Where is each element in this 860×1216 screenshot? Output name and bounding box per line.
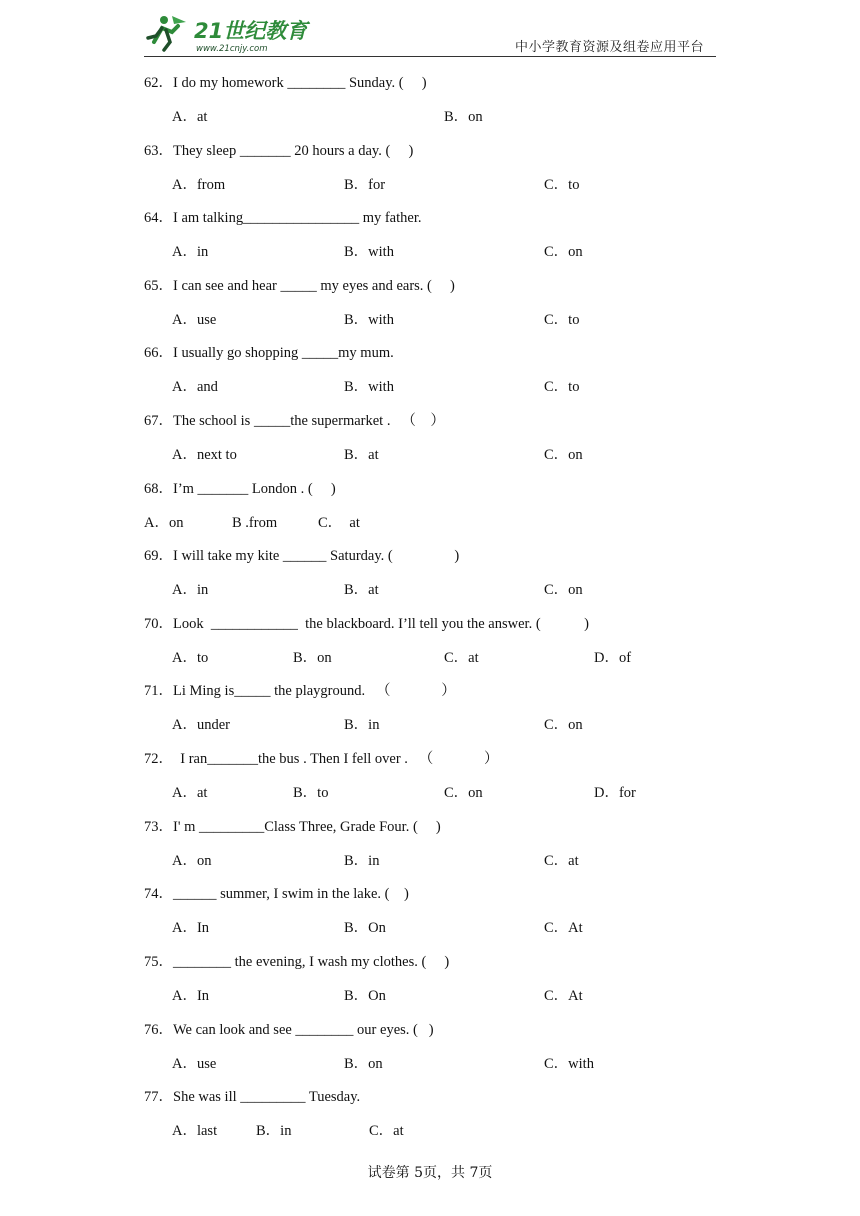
question-stem: 63．They sleep _______ 20 hours a day. ( ) — [144, 143, 414, 159]
answer-option: B．for — [344, 177, 386, 193]
answer-option: B．on — [344, 1056, 383, 1072]
answer-option: C．on — [544, 244, 583, 260]
question-stem: 67．The school is _____the supermarket . （ ） — [144, 413, 445, 429]
answer-option: B .from — [232, 515, 278, 531]
logo-21cnjy — [144, 12, 314, 54]
question-stem: 69．I will take my kite ______ Saturday. ( ) — [144, 548, 460, 564]
answer-option: B．at — [344, 447, 379, 463]
answer-option: B．On — [344, 920, 386, 936]
answer-option: A．last — [172, 1123, 218, 1139]
answer-option: D．of — [594, 650, 632, 666]
answer-option: B．in — [256, 1123, 292, 1139]
platform-name: 中小学教育资源及组卷应用平台 — [514, 40, 704, 55]
answer-option: A．at — [172, 109, 208, 125]
question-stem: 74．______ summer, I swim in the lake. ( ) — [144, 886, 409, 902]
answer-option: C．with — [544, 1056, 594, 1072]
answer-option: A．in — [172, 582, 209, 598]
answer-option: B．in — [344, 717, 380, 733]
logo-url: www.21cnjy.com — [196, 44, 268, 54]
question-stem: 72． I ran_______the bus . Then I fell over . （ ） — [144, 751, 499, 767]
answer-option: C．at — [444, 650, 479, 666]
answer-option: A．under — [172, 717, 230, 733]
question-stem: 64．I am talking________________ my father. — [144, 210, 422, 226]
answer-option: A．In — [172, 920, 210, 936]
answer-option: A．on — [144, 515, 184, 531]
answer-option: C．At — [544, 988, 583, 1004]
answer-option: B．with — [344, 244, 394, 260]
question-stem: 73．I' m _________Class Three, Grade Four. ( ) — [144, 819, 441, 835]
answer-option: A．use — [172, 312, 217, 328]
question-stem: 71．Li Ming is_____ the playground. （ ） — [144, 683, 456, 699]
question-stem: 70．Look ____________ the blackboard. I’ll tell you the answer. ( ) — [144, 616, 589, 632]
answer-option: B．on — [444, 109, 483, 125]
answer-option: B．with — [344, 379, 394, 395]
answer-option: C．on — [444, 785, 483, 801]
answer-option: B．on — [293, 650, 332, 666]
runner-icon — [148, 16, 186, 50]
answer-option: C．at — [544, 853, 579, 869]
answer-option: A．in — [172, 244, 209, 260]
answer-option: A．from — [172, 177, 226, 193]
question-stem: 75．________ the evening, I wash my clothes. ( ) — [144, 954, 450, 970]
answer-option: C．to — [544, 379, 580, 395]
answer-option: C．on — [544, 582, 583, 598]
answer-option: A．and — [172, 379, 218, 395]
answer-option: C．on — [544, 447, 583, 463]
answer-option: C．At — [544, 920, 583, 936]
page-footer: 试卷第 5页，共 7页 — [367, 1165, 493, 1181]
question-stem: 66．I usually go shopping _____my mum. — [144, 345, 394, 361]
question-stem: 68．I’m _______ London . ( ) — [144, 481, 336, 497]
answer-option: C．to — [544, 312, 580, 328]
answer-option: B．in — [344, 853, 380, 869]
question-stem: 65．I can see and hear _____ my eyes and ears. ( ) — [144, 278, 455, 294]
question-stem: 77．She was ill _________ Tuesday. — [144, 1089, 361, 1105]
answer-option: C． at — [318, 515, 360, 531]
answer-option: A．to — [172, 650, 209, 666]
page-header — [144, 10, 716, 57]
answer-option: C．on — [544, 717, 583, 733]
answer-option: B．On — [344, 988, 386, 1004]
question-stem: 62．I do my homework ________ Sunday. ( ) — [144, 75, 427, 91]
answer-option: A．use — [172, 1056, 217, 1072]
answer-option: A．next to — [172, 447, 237, 463]
answer-option: B．with — [344, 312, 394, 328]
answer-option: B．at — [344, 582, 379, 598]
logo-text: 21世纪教育 — [194, 19, 308, 43]
answer-option: D．for — [594, 785, 636, 801]
answer-option: C．at — [369, 1123, 404, 1139]
question-stem: 76．We can look and see ________ our eyes. ( ) — [144, 1022, 434, 1038]
answer-option: C．to — [544, 177, 580, 193]
answer-option: A．In — [172, 988, 210, 1004]
answer-option: A．on — [172, 853, 212, 869]
answer-option: A．at — [172, 785, 208, 801]
answer-option: B．to — [293, 785, 329, 801]
